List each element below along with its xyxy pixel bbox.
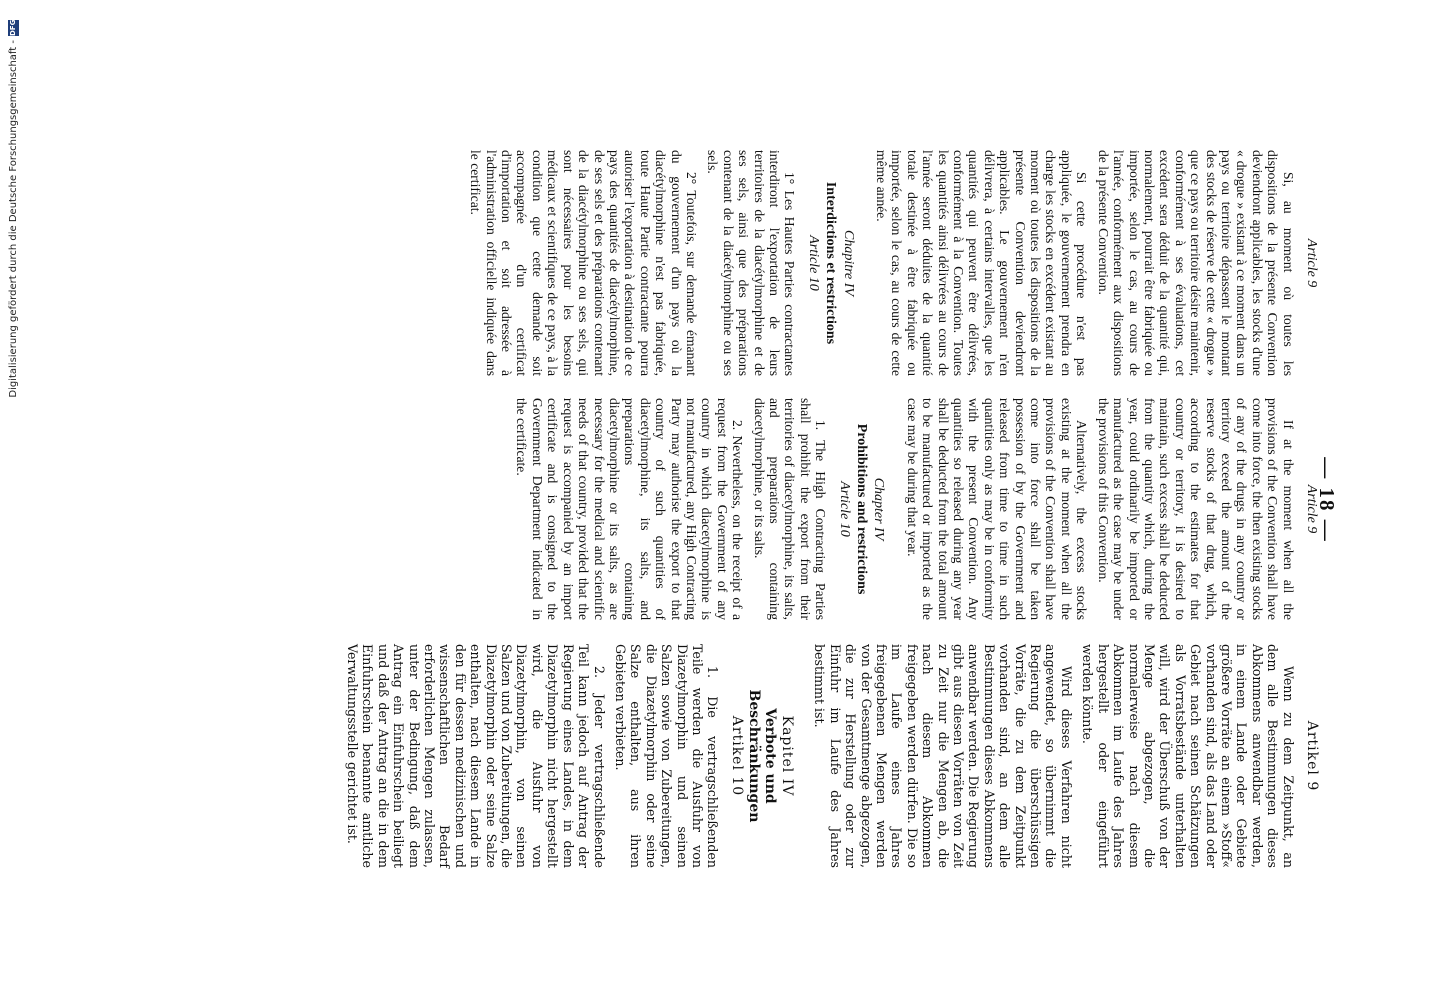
german-article-10-paragraph-1: 1. Die vertragschließenden Teile werden die Ausfuhr von Diazetylmorphin und seinen Salzen sowie von Zubereitungen, die Diazetylmorphin oder seine Salze enthalten, aus ihren Gebieten verbieten. <box>612 644 721 868</box>
page-number: — 18 — <box>1315 457 1339 543</box>
french-column <box>462 150 1319 376</box>
french-article-9-heading: Article 9 <box>1304 238 1319 288</box>
english-article-10-paragraph-1: 1. The High Contracting Parties shall prohibit the export from their territories of diacetylmorphine, its salts, and preparations containing diacetylmorphine, or its salts. <box>751 398 829 620</box>
french-chapter-heading: Chapitre IV <box>840 230 856 296</box>
french-article-10-paragraph-1: 1° Les Hautes Parties contractantes interdiront l'exportation de leurs territoires de la diacétylmorphine et de ses sels, ainsi que des préparations contenant de la diacétylmorphine ou ses sels. <box>705 150 798 376</box>
english-column <box>508 398 1319 620</box>
french-article-9-paragraph-1: Si, au moment où toutes les dispositions de la présente Convention deviendront applicables, les stocks d'une « drogue » existant à ce moment dans un pays ou territoire dépassent le montant des stocks de réserve de cette « drogue » que ce pays ou territoire désire maintenir, conformément à ses évaluations, cet excédent sera déduit de la quantité qui, normalement, pourrait être fabriquée ou importée, selon le cas, au cours de l'année, conformément aux dispositions de la présente Convention. <box>1095 150 1296 376</box>
english-chapter-title: Prohibitions and restrictions <box>854 423 870 595</box>
english-article-9-paragraph-1: If at the moment when all the provisions of the Convention shall have come into force, the then existing stocks of any of the drugs in any country or territory exceed the amount of the reserve stocks of that drug, which, according to the estimates for that country or territory, it is desired to maintain, such excess shall be deducted from the quantity which, during the year, could ordinarily be imported or manufactured as the case may be under the provisions of this Convention. <box>1095 398 1296 620</box>
dfg-logo-icon: DFG <box>9 19 17 36</box>
german-column <box>339 644 1319 868</box>
english-article-9-paragraph-2: Alternatively, the excess stocks existing at the moment when all the provisions of the Convention shall have come into force shall be taken possession of by the Government and released from time to time in such quantities only as may be in conformity with the present Convention. Any quantities so released during any year shall be deducted from the total amount to be manufactured or imported as the case may be during that year. <box>904 398 1090 620</box>
french-article-9-paragraph-2: Si cette procédure n'est pas appliquée, le gouvernement prendra en charge les stocks en excédent existant au moment où toutes les dispositions de la présente Convention deviendront applicables. Le gouvernement n'en délivrera, à certains intervalles, que les quantités qui peuvent être délivrées, conformément à la Convention. Toutes les quantités ainsi délivrées au cours de l'année seront déduites de la quantité totale destinée à être fabriquée ou importée, selon le cas, au cours de cette même année. <box>874 150 1090 376</box>
german-chapter-heading: Kapitel IV <box>779 715 795 797</box>
german-article-9-paragraph-1: Wenn zu dem Zeitpunkt, an dem alle Bestimmungen dieses Abkommens anwendbar werden, in einem Lande oder Gebiete größere Vorräte an einem »Stoff« vorhanden sind, als das Land oder Gebiet nach seinen Schätzungen als Vorratsbestände unterhalten will, wird der Überschuß von der Menge abgezogen, die normalerweise nach diesem Abkommen im Laufe des Jahres hergestellt oder eingeführt werden könnte. <box>1080 644 1296 868</box>
german-article-9-paragraph-2: Wird dieses Verfahren nicht angewendet, so übernimmt die Regierung die überschüssigen Vorräte, die zu dem Zeitpunkt vorhanden sind, an dem alle Bestimmungen dieses Abkommens anwendbar werden. Die Regierung gibt aus diesen Vorräten von Zeit zu Zeit nur die Mengen ab, die nach diesem Abkommen freigegeben werden dürfen. Die so im Laufe eines Jahres freigegebenen Mengen werden von der Gesamtmenge abgezogen, die zur Herstellung oder zur Einfuhr im Laufe des Jahres bestimmt ist. <box>812 644 1074 868</box>
english-article-10-heading: Article 10 <box>836 481 852 537</box>
english-chapter-heading: Chapter IV <box>871 477 887 541</box>
french-article-10-paragraph-2: 2° Toutefois, sur demande émanant du gouvernement d'un pays où la diacétylmorphine n'est pas fabriquée, toute Haute Partie contractante pourra autoriser l'exportation à destination de ce pays des quantités de diacétylmorphine, de ses sels et des préparations contenant de la diacétylmorphine ou ses sels, qui sont nécessaires pour les besoins médicaux et scientifiques de ce pays, à la condition que cette demande soit accompagnée d'un certificat d'importation et soit adressée à l'administration officielle indiquée dans le certificat. <box>468 150 699 376</box>
french-chapter-title: Interdictions et restrictions <box>823 181 839 345</box>
german-chapter-title: Verbote und Beschränkungen <box>746 689 778 823</box>
french-article-10-heading: Article 10 <box>805 235 821 291</box>
german-article-10-heading: Artikel 10 <box>728 715 745 797</box>
english-article-9-heading: Article 9 <box>1304 484 1319 534</box>
credit-text: Digitalisierung gefördert durch die Deutsche Forschungsgemeinschaft - <box>8 40 19 398</box>
german-article-9-heading: Artikel 9 <box>1304 720 1320 792</box>
digitization-credit <box>8 20 19 980</box>
german-article-10-paragraph-2: 2. Jeder vertragschließende Teil kann jedoch auf Antrag der Regierung eines Landes, in dem Diazetylmorphin nicht hergestellt wird, die Ausfuhr von Diazetylmorphin, von seinen Salzen und von Zubereitungen, die Diazetylmorphin oder seine Salze enthalten, nach diesem Lande in den für dessen medizinischen und wissenschaftlichen Bedarf erforderlichen Mengen zulassen, unter der Bedingung, daß dem Antrag ein Einfuhrschein beiliegt und daß der Antrag an die in dem Einfuhrschein benannte amtliche Verwaltungsstelle gerichtet ist. <box>345 644 607 868</box>
english-article-10-paragraph-2: 2. Nevertheless, on the receipt of a request from the Government of any country in which diacetylmorphine is not manufactured, any High Contracting Party may authorise the export to that country of such quantities of diacetylmorphine, its salts, and preparations containing diacetylmorphine or its salts, as are necessary for the medical and scientific needs of that country, provided that the request is accompanied by an import certificate and is consigned to the Government Department indicated in the certificate. <box>514 398 746 620</box>
